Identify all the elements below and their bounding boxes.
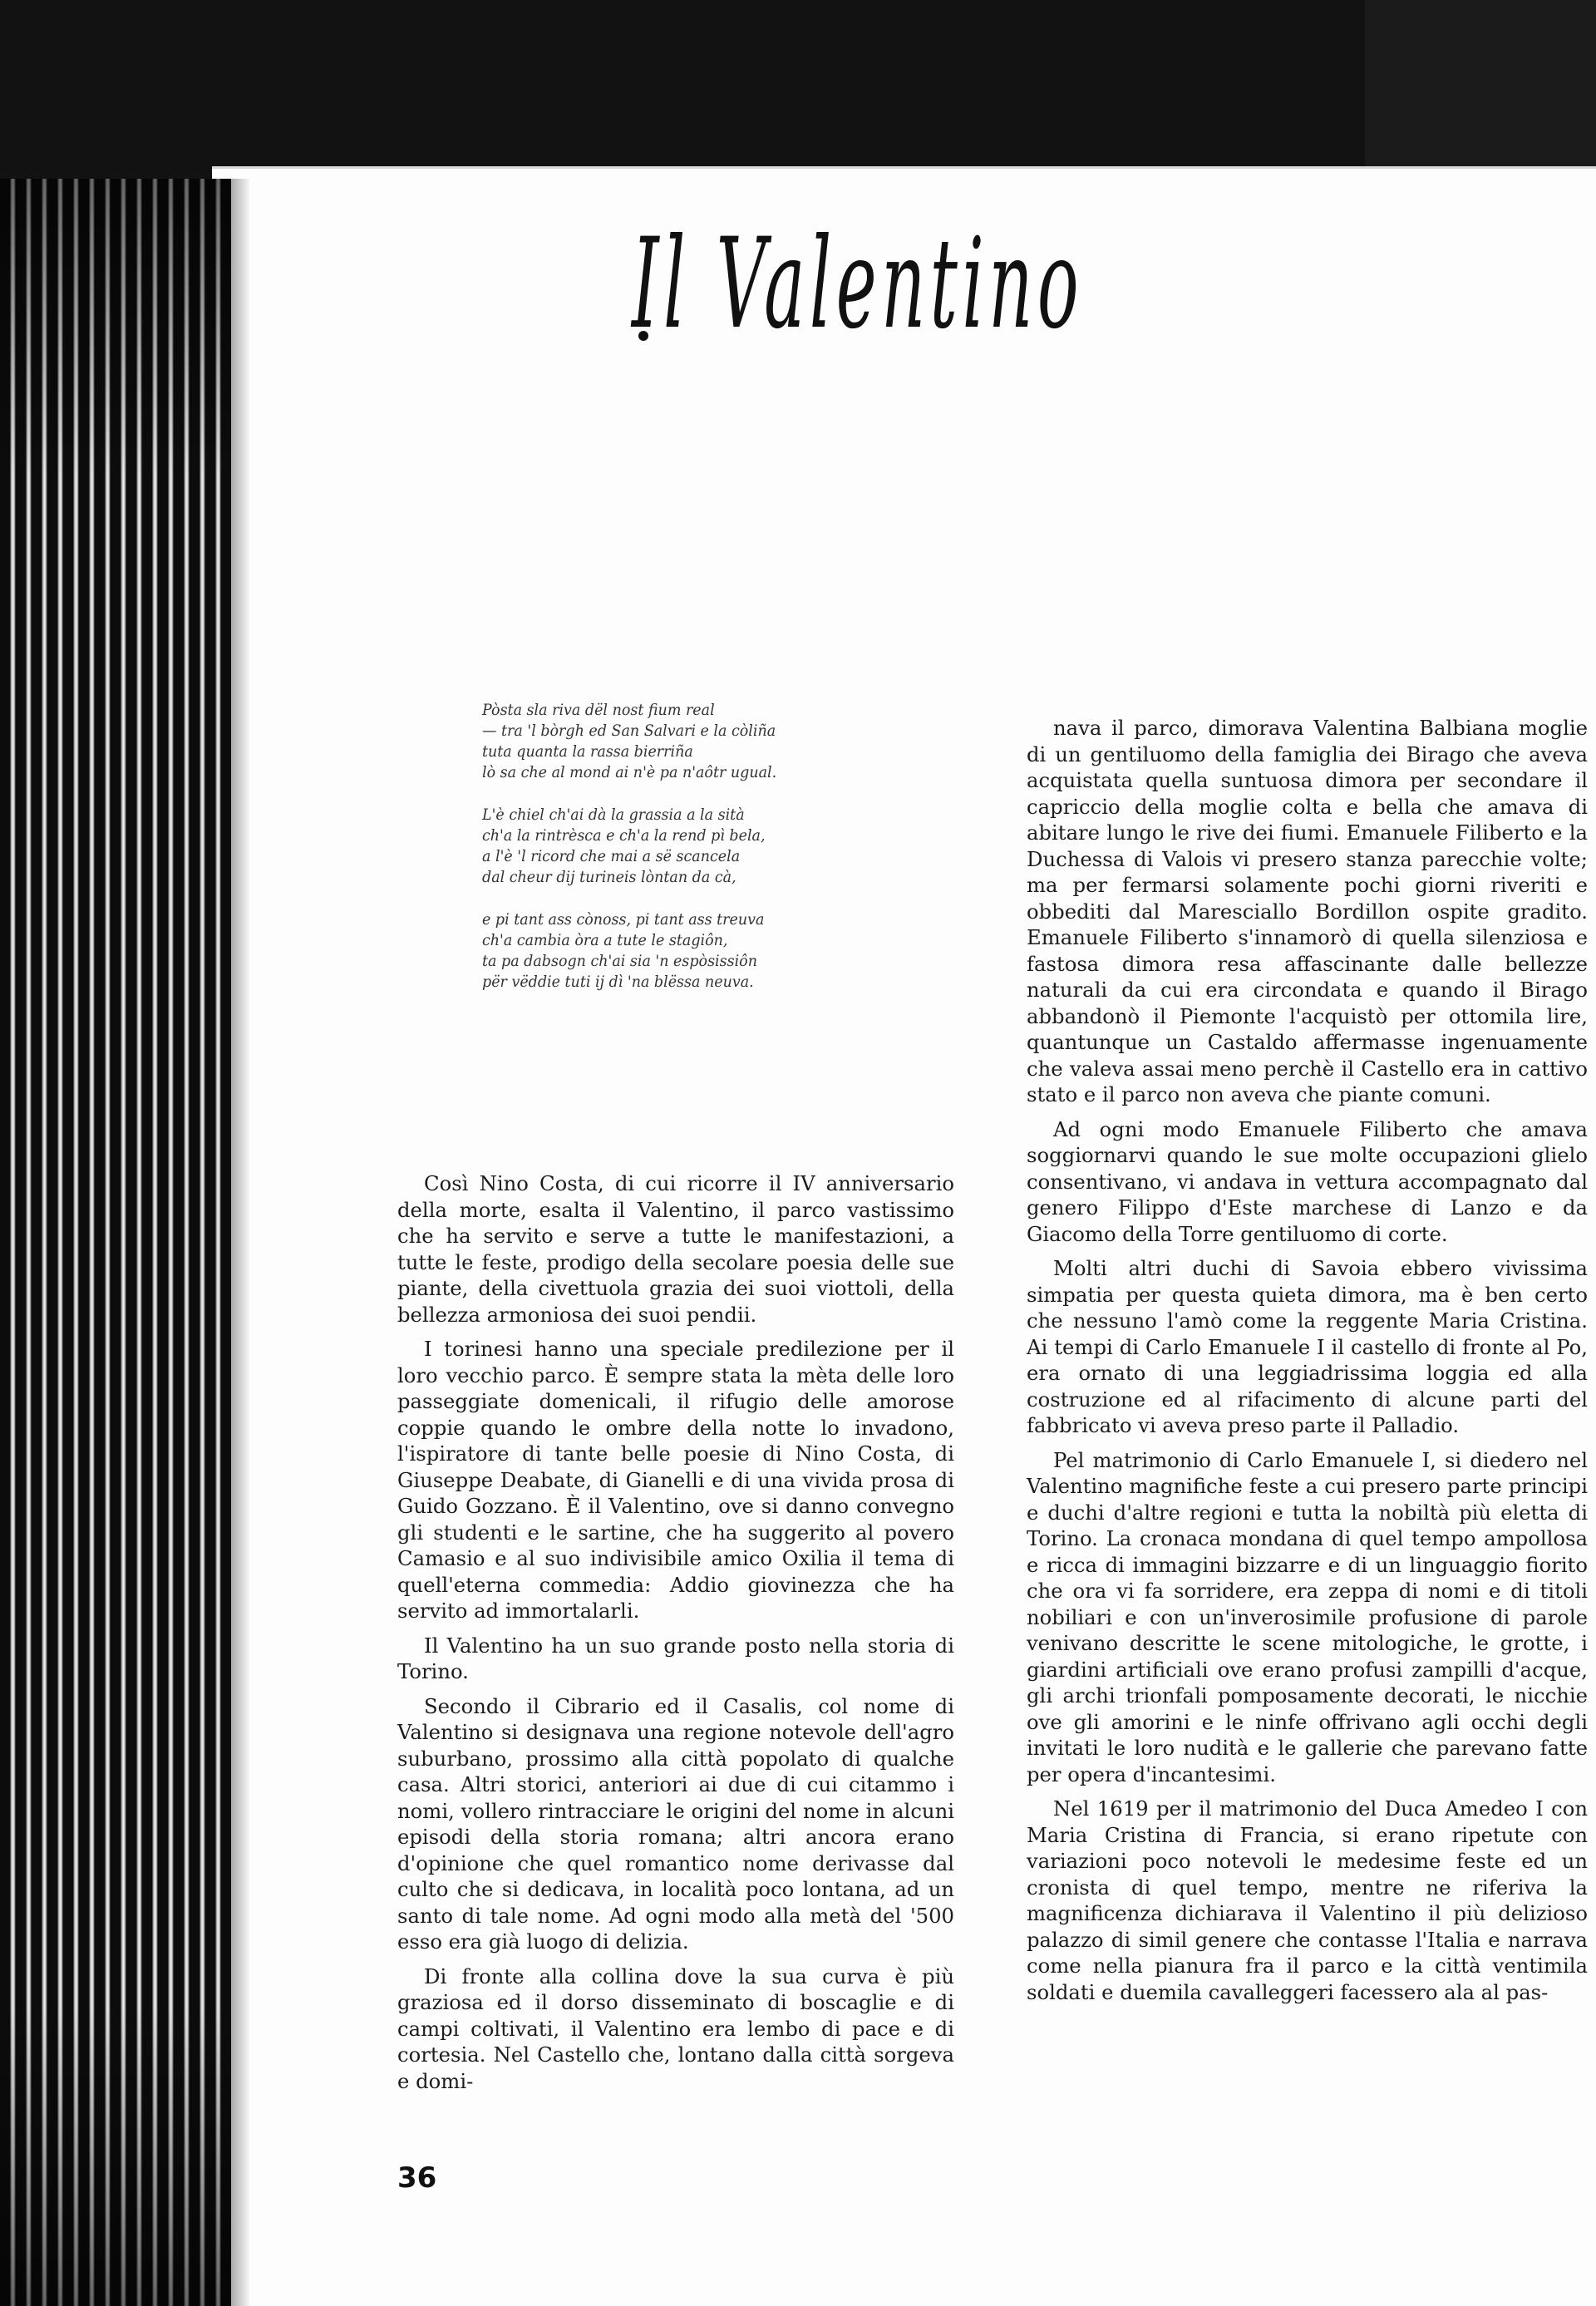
poem-line: — tra 'l bòrgh ed San Salvari e la còliña [482,722,776,740]
book-edge-shadow [0,179,241,2306]
text-column-left [397,1170,954,2102]
paragraph: Secondo il Cibrario ed il Casalis, col nome di Valentino si designava una regione notevole dell'agro suburbano, prossimo alla città popolato di qualche casa. Altri storici, anteriori ai due di cui citammo i nomi, vollero rintracciare le origini del nome in alcuni episodi della storia romana; altri ancora erano d'opinione che quel romantico nome derivasse dal culto che si dedicava, in località poco lontana, ad un santo di tale nome. Ad ogni modo alla metà del '500 esso era già luogo di delizia. [397,1693,954,1954]
paragraph: Ad ogni modo Emanuele Filiberto che amava soggiornarvi quando le sue molte occupazioni glielo consentivano, vi andava in vettura accompagnato dal genero Filippo d'Este marchese di Lanzo e da Giacomo della Torre gentiluomo di corte. [1027,1116,1588,1246]
scan-background-right-top [1365,0,1596,170]
poem-line: L'è chiel ch'ai dà la grassia a la sità [482,806,745,824]
poem-stanza [482,909,956,993]
poem-line: Pòsta sla riva dël nost fium real [482,701,715,719]
poem-line: a l'è 'l ricord che mai a së scancela [482,847,741,865]
page-title: Il Valentino [632,212,1084,357]
poem-line: tuta quanta la rassa bierriña [482,742,693,761]
poem-stanza [482,700,956,783]
paragraph: Il Valentino ha un suo grande posto nella storia di Torino. [397,1633,954,1683]
paragraph: Così Nino Costa, di cui ricorre il IV anniversario della morte, esalta il Valentino, il parco vastissimo che ha servito e serve a tutte le manifestazioni, a tutte le feste, prodigo della secolare poesia delle sue piante, della civettuola grazia dei suoi viottoli, della bellezza armoniosa dei suoi pendii. [397,1171,954,1327]
poem-line: ta pa dabsogn ch'ai sia 'n espòsissiôn [482,952,757,970]
paragraph: Di fronte alla collina dove la sua curva è più graziosa ed il dorso disseminato di boscaglie e di campi coltivati, il Valentino era lembo di pace e di cortesia. Nel Castello che, lontano dalla città sorgeva e domi- [397,1964,954,2093]
poem-line: lò sa che al mond ai n'è pa n'aôtr ugual. [482,763,777,781]
paragraph: Nel 1619 per il matrimonio del Duca Amedeo I con Maria Cristina di Francia, si erano ripetute con variazioni poco notevoli le medesime feste ed un cronista di quel tempo, mentre ne riferiva la magnificenza dichiarava il Valentino il più delizioso palazzo di simil genere che contasse l'Italia e narrava come nella pianura fra il parco e la città ventimila soldati e duemila cavalleggeri facessero ala al pas- [1027,1796,1588,2004]
poem-line: dal cheur dij turineis lòntan da cà, [482,868,736,886]
paragraph: nava il parco, dimorava Valentina Balbiana moglie di un gentiluomo della famiglia dei Birago che aveva acquistata quella suntuosa dimora per secondare il capriccio della moglie colta e bella che amava di abitare lungo le rive dei fiumi. Emanuele Filiberto e la Duchessa di Valois vi presero stanza parecchie volte; ma per fermarsi solamente pochi giorni riveriti e obbediti dal Maresciallo Bordillon ospite gradito. Emanuele Filiberto s'innamorò di quella silenziosa e fastosa dimora resa affascinante dalle bellezze naturali da cui era circondata e quando il Birago abbandonò il Piemonte l'acquistò per ottomila lire, quantunque un Castaldo affermasse ingenuamente che valeva assai meno perchè il Castello era in cattivo stato e il parco non aveva che piante comuni. [1027,716,1588,1106]
poem-line: për vëddie tuti ij dì 'na blëssa neuva. [482,973,754,991]
paragraph: Molti altri duchi di Savoia ebbero vivissima simpatia per questa quieta dimora, ma è ben certo che nessuno l'amò come la reggente Maria Cristina. Ai tempi di Carlo Emanuele I il castello di fronte al Po, era ornato di una leggiadrissima loggia ed alla costruzione ed al rifacimento di alcune parti del fabbricato vi aveva preso parte il Palladio. [1027,1256,1588,1437]
poem-line: ch'a la rintrèsca e ch'a la rend pì bela, [482,826,766,845]
poem [482,700,956,1014]
page-number: 36 [397,2161,437,2195]
paragraph: Pel matrimonio di Carlo Emanuele I, si diedero nel Valentino magnifiche feste a cui presero parte principi e duchi d'altre regioni e tutta la nobiltà più eletta di Torino. La cronaca mondana di quel tempo ampollosa e ricca di immagini bizzarre e di un linguaggio fiorito che ora vi fa sorridere, era zeppa di nomi e di titoli nobiliari e con un'inverosimile profusione di parole venivano descritte le scene mitologiche, le grotte, i giardini artificiali ove erano profusi zampilli d'acque, gli archi trionfali pomposamente decorati, le nicchie ove gli amorini e le ninfe offrivano agli occhi degli invitati le loro nudità e le gallerie che parevano fatte per opera d'incantesimi. [1027,1447,1588,1786]
poem-line: e pi tant ass cònoss, pi tant ass treuva [482,910,765,929]
text-column-right [1027,715,1588,2013]
page-fold [231,179,249,2306]
poem-stanza [482,805,956,888]
paragraph: I torinesi hanno una speciale predilezione per il loro vecchio parco. È sempre stata la mèta delle loro passeggiate domenicali, il rifugio delle amorose coppie quando le ombre della notte lo invadono, l'ispiratore di tante belle poesie di Nino Costa, di Giuseppe Deabate, di Gianelli e di una vivida prosa di Guido Gozzano. È il Valentino, ove si danno convegno gli studenti e le sartine, che ha suggerito al povero Camasio e al suo indivisibile amico Oxilia il tema di quell'eterna commedia: Addio giovinezza che ha servito ad immortalarli. [397,1337,954,1623]
poem-line: ch'a cambia òra a tute le stagiôn, [482,931,728,949]
